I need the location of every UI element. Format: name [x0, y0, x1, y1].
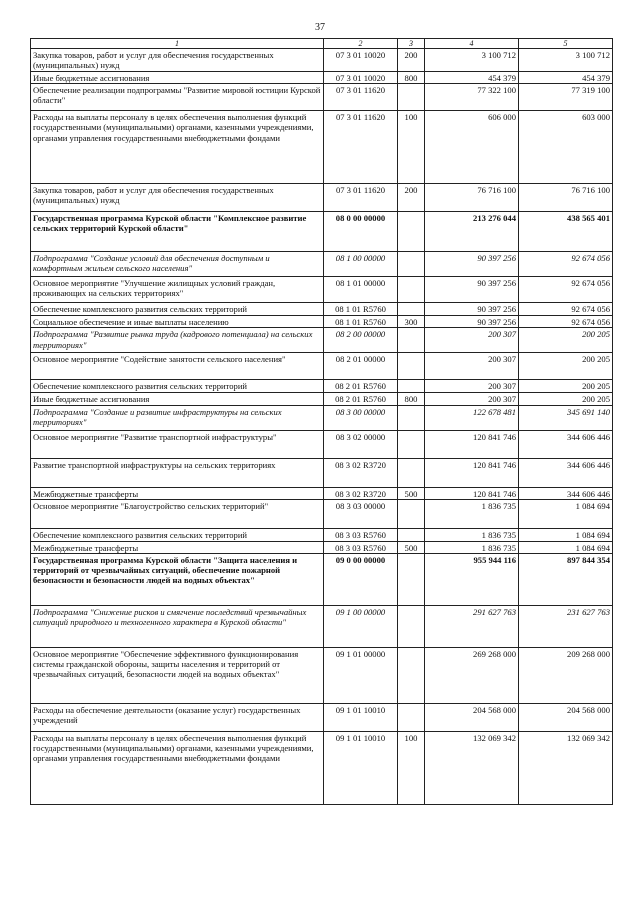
table-row — [31, 49, 613, 72]
table-row — [31, 72, 613, 84]
row-value-2-cell: 77 319 100 — [519, 84, 613, 111]
table-row — [31, 430, 613, 458]
row-name-cell: Иные бюджетные ассигнования — [31, 393, 324, 405]
header-col-5: 5 — [519, 39, 613, 49]
row-code-cell: 09 1 00 00000 — [324, 606, 398, 648]
row-type-cell — [398, 704, 425, 732]
table-row — [31, 328, 613, 353]
table-row — [31, 212, 613, 252]
row-code-cell: 08 2 01 R5760 — [324, 380, 398, 393]
row-value-1-cell: 120 841 746 — [425, 458, 519, 487]
row-type-cell — [398, 277, 425, 303]
row-type-cell: 500 — [398, 541, 425, 553]
row-value-2-cell: 209 268 000 — [519, 648, 613, 704]
row-value-2-cell: 200 205 — [519, 353, 613, 380]
row-type-cell — [398, 648, 425, 704]
page-number: 37 — [315, 22, 325, 33]
row-name-cell: Межбюджетные трансферты — [31, 541, 324, 553]
row-type-cell: 800 — [398, 72, 425, 84]
row-value-1-cell: 90 397 256 — [425, 316, 519, 328]
row-type-cell — [398, 554, 425, 606]
row-name-cell: Расходы на выплаты персоналу в целях обеспечения выполнения функций государственными (муниципальными) органами, казенными учреждениями, органами управления государственными внебюджетными фондами — [31, 111, 324, 184]
row-type-cell: 100 — [398, 111, 425, 184]
row-value-2-cell: 76 716 100 — [519, 184, 613, 212]
row-code-cell: 08 1 01 00000 — [324, 277, 398, 303]
row-type-cell — [398, 353, 425, 380]
row-type-cell: 200 — [398, 49, 425, 72]
row-name-cell: Иные бюджетные ассигнования — [31, 72, 324, 84]
table-row — [31, 487, 613, 499]
row-name-cell: Государственная программа Курской области "Комплексное развитие сельских территорий Курской области" — [31, 212, 324, 252]
header-col-3: 3 — [398, 39, 425, 49]
table-row — [31, 458, 613, 487]
row-value-1-cell: 120 841 746 — [425, 487, 519, 499]
row-value-1-cell: 122 678 481 — [425, 405, 519, 430]
row-type-cell: 100 — [398, 732, 425, 805]
table-row — [31, 704, 613, 732]
row-name-cell: Основное мероприятие "Улучшение жилищных условий граждан, проживающих на сельских территориях" — [31, 277, 324, 303]
row-value-2-cell: 200 205 — [519, 328, 613, 353]
row-code-cell: 07 3 01 11620 — [324, 84, 398, 111]
row-value-2-cell: 1 084 694 — [519, 528, 613, 541]
row-name-cell: Закупка товаров, работ и услуг для обеспечения государственных (муниципальных) нужд — [31, 49, 324, 72]
row-name-cell: Подпрограмма "Создание условий для обеспечения доступным и комфортным жильем сельского населения" — [31, 252, 324, 277]
row-value-2-cell: 92 674 056 — [519, 277, 613, 303]
table-row — [31, 393, 613, 405]
row-code-cell: 07 3 01 10020 — [324, 49, 398, 72]
row-name-cell: Расходы на выплаты персоналу в целях обеспечения выполнения функций государственными (муниципальными) органами, казенными учреждениями, органами управления государственными внебюджетными фондами — [31, 732, 324, 805]
row-value-2-cell: 345 691 140 — [519, 405, 613, 430]
row-type-cell — [398, 380, 425, 393]
row-value-1-cell: 200 307 — [425, 380, 519, 393]
row-value-1-cell: 606 000 — [425, 111, 519, 184]
row-type-cell: 500 — [398, 487, 425, 499]
row-code-cell: 08 1 01 R5760 — [324, 303, 398, 316]
header-col-1: 1 — [31, 39, 324, 49]
row-name-cell: Основное мероприятие "Благоустройство сельских территорий" — [31, 499, 324, 528]
row-value-2-cell: 92 674 056 — [519, 252, 613, 277]
row-name-cell: Межбюджетные трансферты — [31, 487, 324, 499]
row-value-2-cell: 897 844 354 — [519, 554, 613, 606]
row-type-cell — [398, 212, 425, 252]
row-type-cell: 300 — [398, 316, 425, 328]
row-code-cell: 07 3 01 11620 — [324, 184, 398, 212]
table-row — [31, 528, 613, 541]
row-name-cell: Государственная программа Курской области "Защита населения и территорий от чрезвычайных ситуаций, обеспечение пожарной безопасности и безопасности людей на водных объектах" — [31, 554, 324, 606]
row-type-cell — [398, 405, 425, 430]
row-name-cell: Расходы на обеспечение деятельности (оказание услуг) государственных учреждений — [31, 704, 324, 732]
table-row — [31, 606, 613, 648]
row-value-1-cell: 200 307 — [425, 353, 519, 380]
header-row — [31, 39, 613, 49]
row-value-1-cell: 76 716 100 — [425, 184, 519, 212]
table-row — [31, 405, 613, 430]
row-value-2-cell: 3 100 712 — [519, 49, 613, 72]
row-type-cell — [398, 303, 425, 316]
row-name-cell: Закупка товаров, работ и услуг для обеспечения государственных (муниципальных) нужд — [31, 184, 324, 212]
row-code-cell: 09 0 00 00000 — [324, 554, 398, 606]
row-value-2-cell: 454 379 — [519, 72, 613, 84]
row-value-1-cell: 90 397 256 — [425, 303, 519, 316]
row-name-cell: Обеспечение комплексного развития сельских территорий — [31, 380, 324, 393]
row-value-2-cell: 344 606 446 — [519, 430, 613, 458]
row-value-2-cell: 1 084 694 — [519, 499, 613, 528]
row-value-1-cell: 955 944 116 — [425, 554, 519, 606]
row-type-cell — [398, 252, 425, 277]
row-value-2-cell: 200 205 — [519, 380, 613, 393]
row-type-cell: 800 — [398, 393, 425, 405]
table-row — [31, 554, 613, 606]
row-value-1-cell: 1 836 735 — [425, 541, 519, 553]
row-type-cell — [398, 458, 425, 487]
row-value-1-cell: 269 268 000 — [425, 648, 519, 704]
table-body — [31, 49, 613, 805]
row-type-cell — [398, 84, 425, 111]
row-value-1-cell: 291 627 763 — [425, 606, 519, 648]
row-code-cell: 08 2 01 00000 — [324, 353, 398, 380]
row-name-cell: Основное мероприятие "Обеспечение эффективного функционирования системы гражданской обороны, защиты населения и территорий от чрезвычайных ситуаций, безопасности людей на водных объектах" — [31, 648, 324, 704]
row-code-cell: 08 2 00 00000 — [324, 328, 398, 353]
table-row — [31, 732, 613, 805]
row-code-cell: 08 1 00 00000 — [324, 252, 398, 277]
row-name-cell: Обеспечение реализации подпрограммы "Развитие мировой юстиции Курской области" — [31, 84, 324, 111]
row-code-cell: 08 3 02 R3720 — [324, 458, 398, 487]
row-value-1-cell: 1 836 735 — [425, 528, 519, 541]
table-row — [31, 648, 613, 704]
row-value-1-cell: 132 069 342 — [425, 732, 519, 805]
row-name-cell: Основное мероприятие "Содействие занятости сельского населения" — [31, 353, 324, 380]
row-value-2-cell: 92 674 056 — [519, 303, 613, 316]
row-value-1-cell: 1 836 735 — [425, 499, 519, 528]
row-value-2-cell: 231 627 763 — [519, 606, 613, 648]
table-row — [31, 499, 613, 528]
table-row — [31, 84, 613, 111]
row-name-cell: Подпрограмма "Создание и развитие инфраструктуры на сельских территориях" — [31, 405, 324, 430]
row-value-1-cell: 200 307 — [425, 393, 519, 405]
row-value-2-cell: 438 565 401 — [519, 212, 613, 252]
row-name-cell: Социальное обеспечение и иные выплаты населению — [31, 316, 324, 328]
row-code-cell: 08 3 00 00000 — [324, 405, 398, 430]
row-code-cell: 08 3 02 R3720 — [324, 487, 398, 499]
row-value-1-cell: 204 568 000 — [425, 704, 519, 732]
row-type-cell — [398, 528, 425, 541]
row-code-cell: 08 3 03 00000 — [324, 499, 398, 528]
row-type-cell — [398, 499, 425, 528]
row-type-cell — [398, 430, 425, 458]
header-col-2: 2 — [324, 39, 398, 49]
row-value-2-cell: 200 205 — [519, 393, 613, 405]
row-value-2-cell: 204 568 000 — [519, 704, 613, 732]
row-value-1-cell: 213 276 044 — [425, 212, 519, 252]
header-col-4: 4 — [425, 39, 519, 49]
table-row — [31, 184, 613, 212]
row-code-cell: 08 3 02 00000 — [324, 430, 398, 458]
row-value-2-cell: 344 606 446 — [519, 458, 613, 487]
row-code-cell: 08 3 03 R5760 — [324, 541, 398, 553]
row-code-cell: 09 1 01 10010 — [324, 704, 398, 732]
row-name-cell: Обеспечение комплексного развития сельских территорий — [31, 528, 324, 541]
row-code-cell: 07 3 01 11620 — [324, 111, 398, 184]
row-value-2-cell: 1 084 694 — [519, 541, 613, 553]
row-name-cell: Основное мероприятие "Развитие транспортной инфраструктуры" — [31, 430, 324, 458]
table-row — [31, 277, 613, 303]
row-value-1-cell: 454 379 — [425, 72, 519, 84]
table-row — [31, 252, 613, 277]
row-type-cell: 200 — [398, 184, 425, 212]
table-row — [31, 111, 613, 184]
budget-table — [30, 38, 613, 805]
table-row — [31, 541, 613, 553]
row-value-1-cell: 3 100 712 — [425, 49, 519, 72]
row-type-cell — [398, 328, 425, 353]
row-name-cell: Развитие транспортной инфраструктуры на сельских территориях — [31, 458, 324, 487]
row-code-cell: 09 1 01 10010 — [324, 732, 398, 805]
row-value-2-cell: 344 606 446 — [519, 487, 613, 499]
row-code-cell: 07 3 01 10020 — [324, 72, 398, 84]
row-value-1-cell: 120 841 746 — [425, 430, 519, 458]
row-code-cell: 08 3 03 R5760 — [324, 528, 398, 541]
row-type-cell — [398, 606, 425, 648]
row-value-2-cell: 92 674 056 — [519, 316, 613, 328]
table-row — [31, 303, 613, 316]
row-name-cell: Подпрограмма "Снижение рисков и смягчение последствий чрезвычайных ситуаций природного и техногенного характера в Курской области" — [31, 606, 324, 648]
row-code-cell: 09 1 01 00000 — [324, 648, 398, 704]
table-row — [31, 380, 613, 393]
row-value-2-cell: 132 069 342 — [519, 732, 613, 805]
table-row — [31, 316, 613, 328]
row-value-1-cell: 90 397 256 — [425, 277, 519, 303]
table-row — [31, 353, 613, 380]
row-code-cell: 08 1 01 R5760 — [324, 316, 398, 328]
row-code-cell: 08 2 01 R5760 — [324, 393, 398, 405]
row-value-1-cell: 77 322 100 — [425, 84, 519, 111]
row-name-cell: Обеспечение комплексного развития сельских территорий — [31, 303, 324, 316]
row-value-1-cell: 200 307 — [425, 328, 519, 353]
row-value-2-cell: 603 000 — [519, 111, 613, 184]
row-name-cell: Подпрограмма "Развитие рынка труда (кадрового потенциала) на сельских территориях" — [31, 328, 324, 353]
row-value-1-cell: 90 397 256 — [425, 252, 519, 277]
row-code-cell: 08 0 00 00000 — [324, 212, 398, 252]
